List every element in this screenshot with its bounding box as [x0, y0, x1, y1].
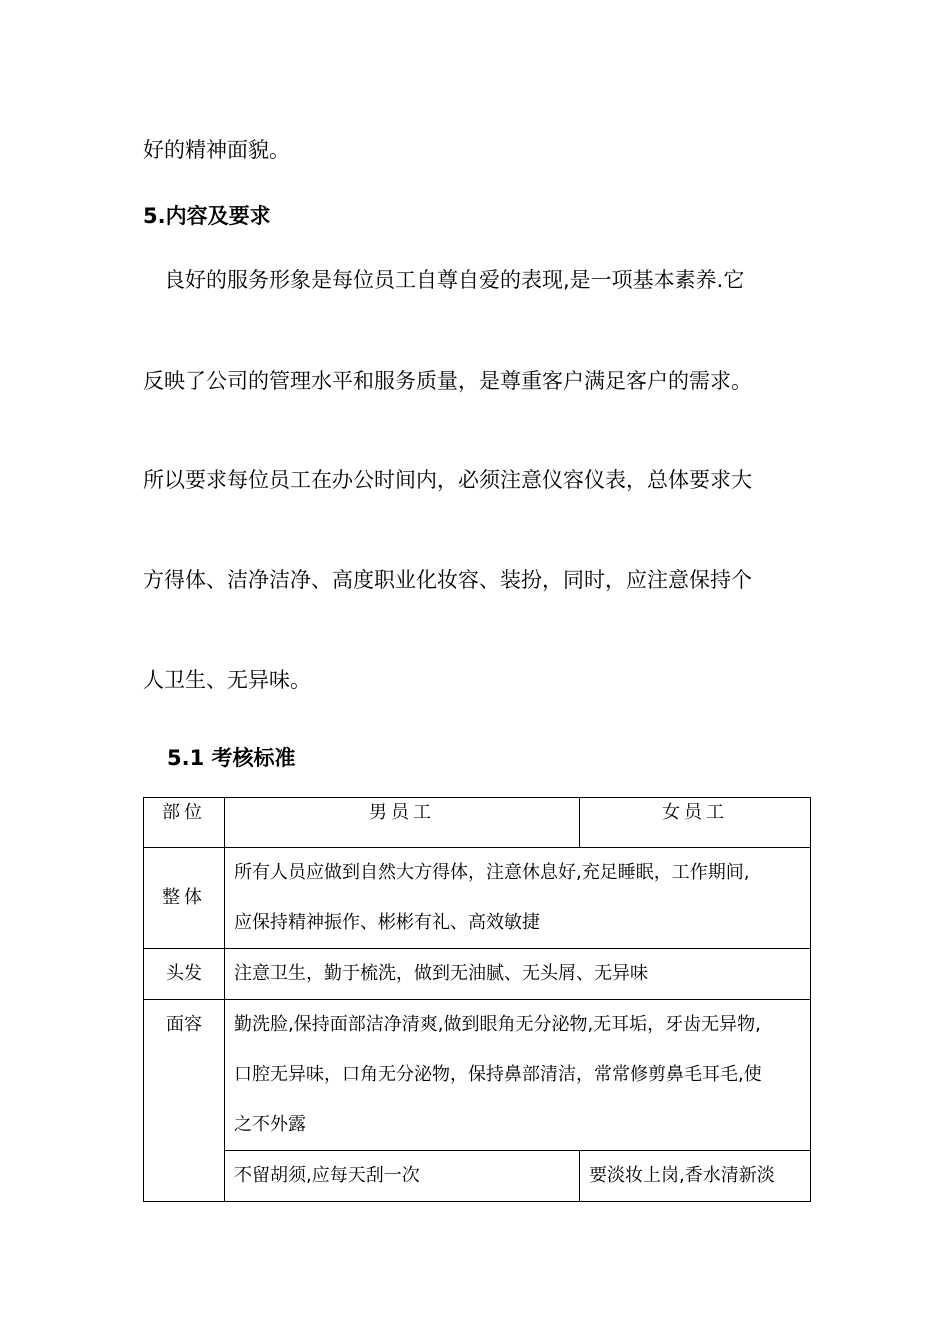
row-text-line: 注意卫生，勤于梳洗，做到无油腻、无头屑、无异味 [234, 963, 648, 984]
row-part-label [144, 1000, 225, 1202]
table-row [144, 949, 811, 1000]
row-content [225, 949, 811, 1000]
section-title: 5.内容及要求 [143, 204, 271, 228]
part-text: 头发 [166, 963, 202, 984]
subsection-title: 5.1 考核标准 [167, 746, 296, 770]
part-text: 整体 [162, 887, 206, 908]
row-text-line: 口腔无异味，口角无分泌物，保持鼻部清洁，常常修剪鼻毛耳毛,使 [234, 1064, 762, 1085]
row-text-line: 所有人员应做到自然大方得体，注意休息好,充足睡眠，工作期间, [234, 862, 750, 883]
female-text: 要淡妆上岗,香水清新淡 [589, 1165, 775, 1186]
paragraph-line: 所以要求每位员工在办公时间内，必须注意仪容仪表，总体要求大 [143, 468, 752, 492]
part-text: 面容 [166, 1014, 202, 1035]
paragraph-line: 良好的服务形象是每位员工自尊自爱的表现,是一项基本素养.它 [143, 268, 745, 292]
header-female: 女员工 [580, 798, 811, 848]
row-part-label [144, 848, 225, 949]
continued-text-line: 好的精神面貌。 [143, 138, 290, 162]
male-requirement [225, 1151, 580, 1202]
table-header-row [144, 798, 811, 848]
female-requirement [580, 1151, 811, 1202]
paragraph-line: 反映了公司的管理水平和服务质量，是尊重客户满足客户的需求。 [143, 369, 752, 393]
paragraph-line: 方得体、洁净洁净、高度职业化妆容、装扮，同时，应注意保持个 [143, 568, 752, 592]
row-content [225, 1000, 811, 1151]
paragraph-line: 人卫生、无异味。 [143, 668, 311, 692]
row-text-line: 应保持精神振作、彬彬有礼、高效敏捷 [234, 912, 540, 933]
header-male: 男员工 [225, 798, 580, 848]
header-part: 部位 [144, 798, 225, 848]
row-text-line: 勤洗脸,保持面部洁净清爽,做到眼角无分泌物,无耳垢，牙齿无异物, [234, 1014, 761, 1035]
table-row [144, 1000, 811, 1151]
male-text: 不留胡须,应每天刮一次 [234, 1165, 420, 1186]
standards-table [143, 797, 811, 1202]
table-row [144, 1151, 811, 1202]
row-content [225, 848, 811, 949]
row-text-line: 之不外露 [234, 1114, 306, 1135]
table-row [144, 848, 811, 949]
row-part-label [144, 949, 225, 1000]
